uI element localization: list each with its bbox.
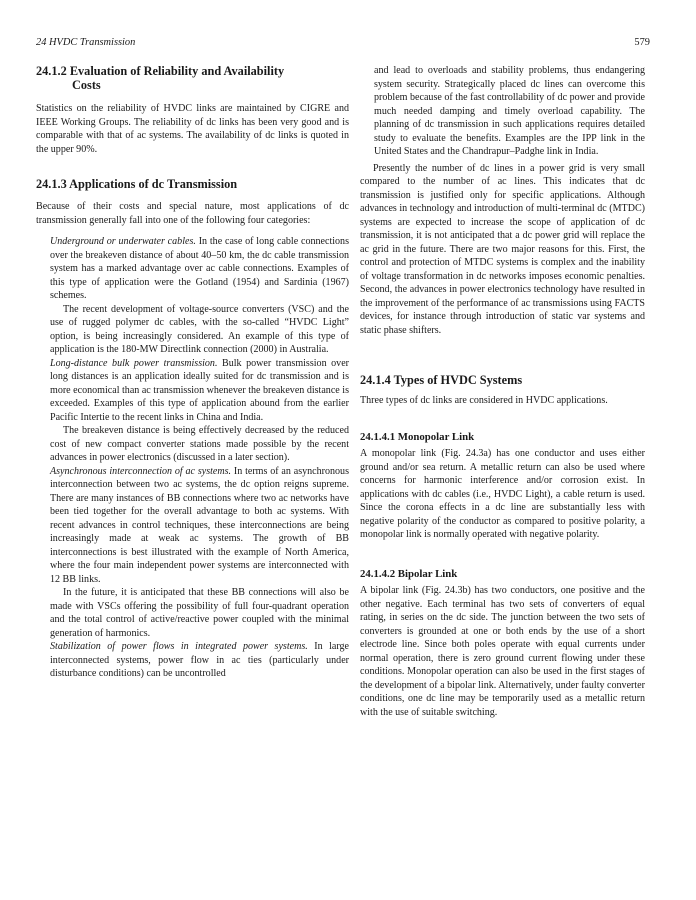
running-head: 24 HVDC Transmission bbox=[36, 37, 136, 48]
right-column bbox=[360, 64, 645, 719]
category-label: Stabilization of power flows in integrated power systems. bbox=[50, 641, 308, 652]
monopolar-paragraph: A monopolar link (Fig. 24.3a) has one conductor and uses either ground and/or sea return. A metallic return can also be used where concerns for harmonic interference and/or corrosion exist. In applications with dc cables (i.e., HVDC Light), a cable return is used. Since the corona effects in a dc line are substantially less with negative polarity of the conductor as compared to positive polarity, a monopolar link is normally operated with negative polarity. bbox=[360, 448, 645, 540]
reliability-paragraph: Statistics on the reliability of HVDC links are maintained by CIGRE and IEEE Working Groups. The reliability of dc links has been very good and is comparable with that of ac systems. The availability of dc links is quoted in the upper 90%. bbox=[36, 103, 349, 155]
application-categories bbox=[36, 235, 349, 681]
category-paragraph: The recent development of voltage-source converters (VSC) and the use of rugged polymer dc cables, with the so-called “HVDC Light” option, is being increasingly considered. An example of this type of application is the 180-MW Directlink connection (2000) in Australia. bbox=[50, 303, 349, 355]
category-stabilization bbox=[50, 640, 349, 681]
category-long-distance bbox=[50, 357, 349, 425]
category-underground-cables bbox=[50, 235, 349, 303]
category-paragraph: The breakeven distance is being effectively decreased by the reduced cost of new compact converter stations made possible by the recent advances in power electronics (discussed in a later section). bbox=[50, 425, 349, 463]
category-asynchronous bbox=[50, 465, 349, 587]
left-column bbox=[36, 64, 349, 681]
category-label: Underground or underwater cables. bbox=[50, 236, 196, 247]
dc-lines-paragraph: Presently the number of dc lines in a power grid is very small compared to the number of ac lines. This indicates that dc transmission is justified only for specific applications. Although advances in technology and introduction of multi-terminal dc (MTDC) systems are expected to increase the scope of application of dc transmission, it is not anticipated that a dc power grid will replace the ac grid in the future. There are two major reasons for this. First, the control and protection of MTDC systems is complex and the inability of voltage transformation in dc networks imposes economic penalties. Second, the advances in power electronics technology have resulted in the improvement of the performance of ac transmissions using FACTS devices, for instance through introduction of static var systems and static phase shifters. bbox=[360, 162, 645, 336]
running-header bbox=[36, 37, 650, 51]
category-paragraph: In the future, it is anticipated that these BB connections will also be made with VSCs offering the possibility of full four-quadrant operation and the total control of active/reactive power coupled with the minimal generation of harmonics. bbox=[50, 587, 349, 639]
applications-intro: Because of their costs and special nature, most applications of dc transmission generally fall into one of the following four categories: bbox=[36, 201, 349, 226]
category-text: In large interconnected systems, power flow in ac ties (particularly under disturbance conditions) can be uncontrolled bbox=[50, 641, 349, 679]
section-heading-hvdc-types: 24.1.4 Types of HVDC Systems bbox=[360, 373, 523, 387]
subsection-heading-bipolar: 24.1.4.2 Bipolar Link bbox=[360, 567, 458, 580]
category-label: Long-distance bulk power transmission. bbox=[50, 357, 218, 369]
section-heading-reliability bbox=[36, 64, 349, 92]
category-text: In terms of an asynchronous interconnection between two ac systems, the dc option reigns supreme. There are many instances of BB connections where two ac networks have been tied together for the overall advantage to both ac systems. With recent advances in control techniques, these interconnections are being increasingly made at weak ac systems. The growth of BB interconnections is best illustrated with the example of North America, where the four main independent power systems are interconnected with 12 BB links. bbox=[50, 465, 349, 585]
page-number: 579 bbox=[634, 37, 650, 48]
category-label: Asynchronous interconnection of ac systems. bbox=[50, 465, 232, 477]
bipolar-paragraph: A bipolar link (Fig. 24.3b) has two conductors, one positive and the other negative. Each terminal has two sets of converters of equal rating, in series on the dc side. The junction between the two sets of converters is grounded at one or both ends by the use of a short electrode line. Since both poles operate with equal currents under normal operation, there is zero ground current flowing under these conditions. Monopolar operation can also be used in the first stages of the development of a bipolar link. Alternatively, under faulty converter conditions, one dc line may be temporarily used as a metallic return with the use of suitable switching. bbox=[360, 585, 645, 718]
stabilization-continued-paragraph: and lead to overloads and stability problems, thus endangering system security. Strategically placed dc lines can overcome this problem because of the fast controllability of dc power and provide much needed damping and timely overload capability. The planning of dc transmission in such applications requires detailed study to evaluate the benefits. Examples are the IPP link in the United States and the Chandrapur–Padghe link in India. bbox=[374, 65, 645, 157]
category-text: Bulk power transmission over long distances is an application ideally suited for dc transmission and is more economical than ac transmission whenever the breakeven distance is exceeded. Examples of this type of application abound from the earlier Pacific Intertie to the recent links in China and India. bbox=[50, 357, 350, 423]
section-heading-reliability-line1: 24.1.2 Evaluation of Reliability and Availability bbox=[36, 64, 285, 78]
category-text: In the case of long cable connections over the breakeven distance of about 40–50 km, the dc cable transmission system has a marked advantage over ac cable connections. Examples of this type of application were the Gotland (1954) and Sardinia (1967) schemes. bbox=[50, 236, 349, 301]
subsection-heading-monopolar: 24.1.4.1 Monopolar Link bbox=[360, 430, 475, 443]
section-heading-applications: 24.1.3 Applications of dc Transmission bbox=[36, 177, 238, 191]
section-heading-reliability-line2: Costs bbox=[72, 78, 101, 92]
hvdc-types-intro: Three types of dc links are considered in HVDC applications. bbox=[360, 395, 608, 406]
